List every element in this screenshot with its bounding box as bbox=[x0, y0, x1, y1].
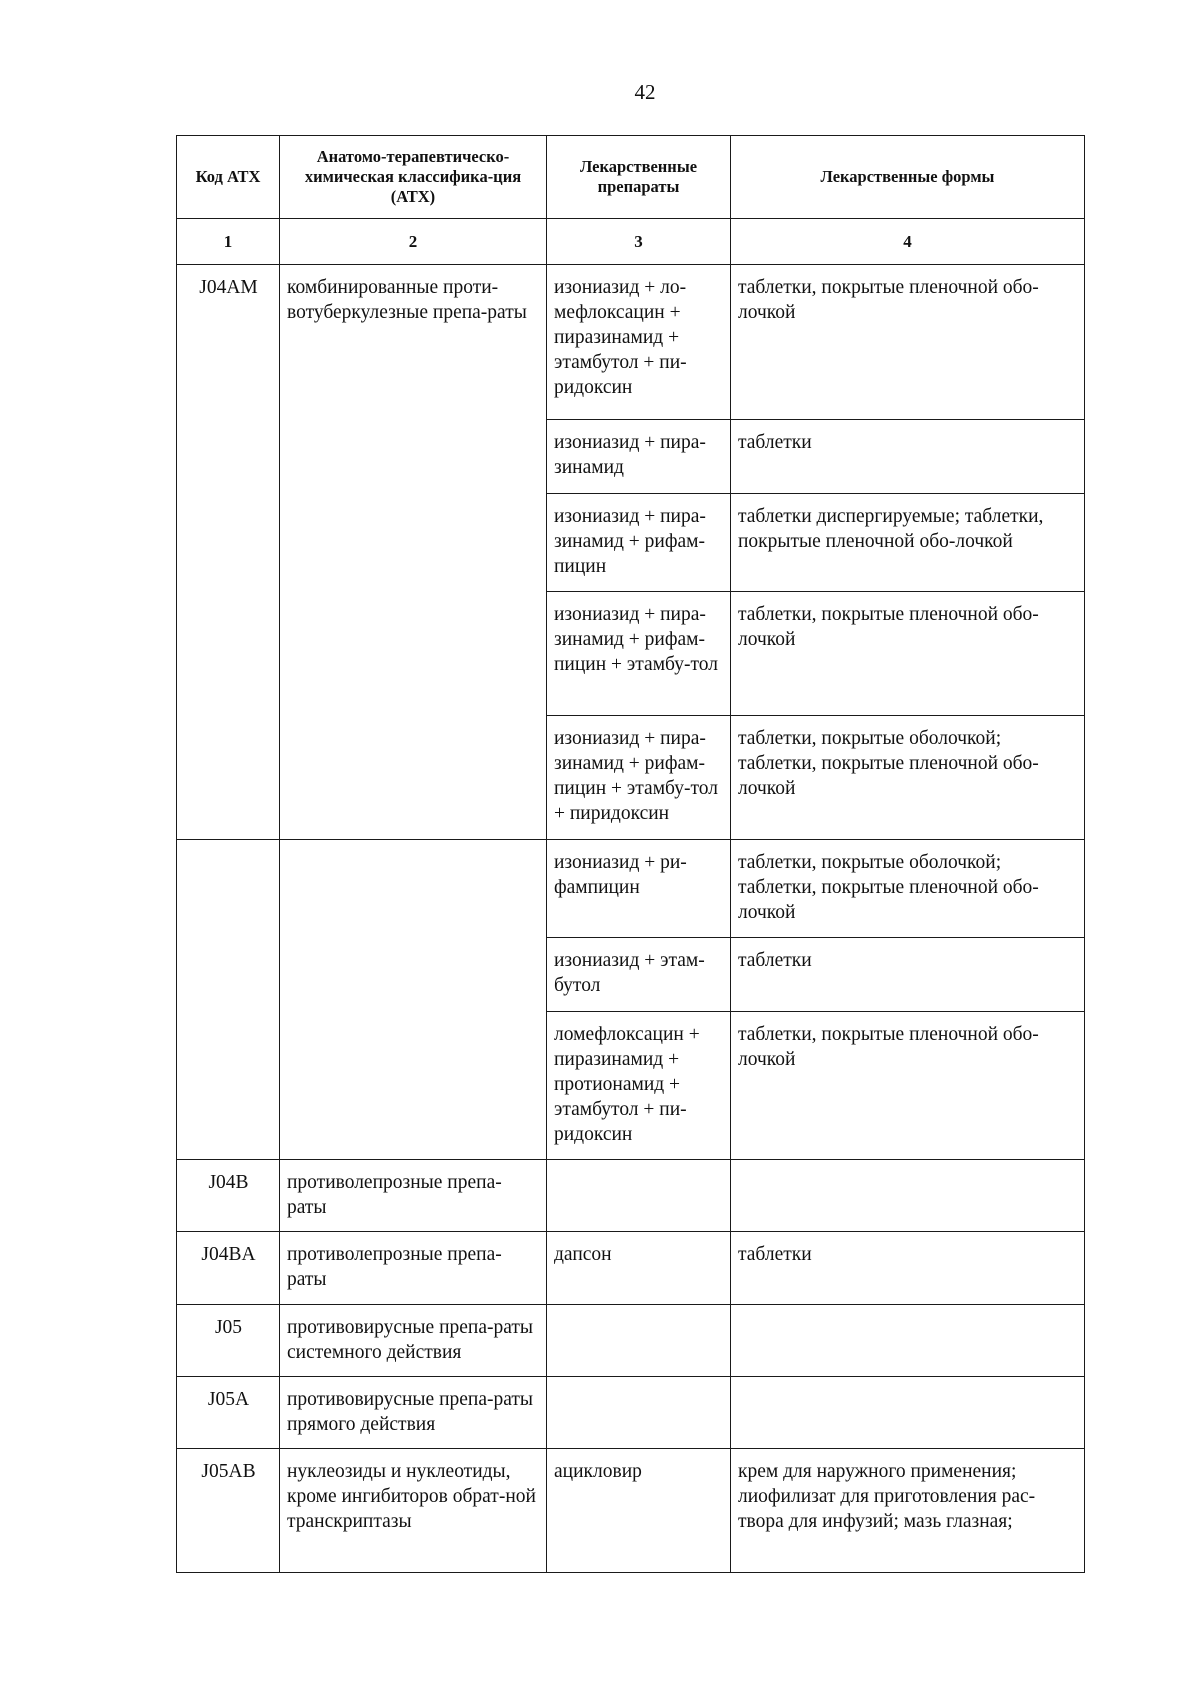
drug-cell: ацикловир bbox=[547, 1449, 731, 1573]
drug-cell bbox=[547, 1377, 731, 1449]
table-row bbox=[177, 1232, 1085, 1305]
atx-code-cell: J05A bbox=[177, 1377, 280, 1449]
classification-cell: противолепрозные препа-раты bbox=[280, 1160, 547, 1232]
atx-code-cell: J05AB bbox=[177, 1449, 280, 1573]
column-number: 4 bbox=[731, 219, 1085, 265]
forms-cell: таблетки, покрытые оболочкой; таблетки, покрытые пленочной обо-лочкой bbox=[731, 840, 1085, 938]
header-classification-text: Анатомо-терапевтическо-химическая классифика-ция (АТХ) bbox=[304, 147, 522, 206]
drug-cell: изониазид + пира-зинамид + рифам-пицин + этамбу-тол bbox=[547, 592, 731, 716]
table-row bbox=[177, 1377, 1085, 1449]
atx-code-cell bbox=[177, 840, 280, 1160]
atx-code-cell: J04AM bbox=[177, 265, 280, 840]
atx-table bbox=[176, 135, 1085, 1573]
forms-cell: крем для наружного применения; лиофилизат для приготовления рас-твора для инфузий; мазь глазная; bbox=[731, 1449, 1085, 1573]
header-classification bbox=[280, 136, 547, 219]
page-number: 42 bbox=[634, 80, 656, 104]
drug-cell: изониазид + пира-зинамид bbox=[547, 420, 731, 494]
header-forms: Лекарственные формы bbox=[731, 136, 1085, 219]
forms-cell: таблетки, покрытые пленочной обо-лочкой bbox=[731, 1012, 1085, 1160]
table-row bbox=[177, 1449, 1085, 1573]
drug-cell: изониазид + пира-зинамид + рифам-пицин bbox=[547, 494, 731, 592]
classification-cell: противовирусные препа-раты системного действия bbox=[280, 1305, 547, 1377]
classification-cell bbox=[280, 840, 547, 1160]
forms-cell bbox=[731, 1160, 1085, 1232]
column-number: 2 bbox=[280, 219, 547, 265]
table-row bbox=[177, 265, 1085, 420]
column-number-row bbox=[177, 219, 1085, 265]
drug-cell: дапсон bbox=[547, 1232, 731, 1305]
drug-cell: изониазид + пира-зинамид + рифам-пицин + этамбу-тол + пиридоксин bbox=[547, 716, 731, 840]
forms-cell: таблетки, покрытые оболочкой; таблетки, покрытые пленочной обо-лочкой bbox=[731, 716, 1085, 840]
atx-code-cell: J04BA bbox=[177, 1232, 280, 1305]
forms-cell: таблетки bbox=[731, 1232, 1085, 1305]
drug-cell: изониазид + этам-бутол bbox=[547, 938, 731, 1012]
forms-cell: таблетки bbox=[731, 420, 1085, 494]
atx-code-cell: J04B bbox=[177, 1160, 280, 1232]
header-drugs: Лекарственные препараты bbox=[547, 136, 731, 219]
forms-cell bbox=[731, 1377, 1085, 1449]
table-row bbox=[177, 1305, 1085, 1377]
table-row bbox=[177, 840, 1085, 938]
forms-cell: таблетки, покрытые пленочной обо-лочкой bbox=[731, 592, 1085, 716]
table-row bbox=[177, 1160, 1085, 1232]
drug-cell: ломефлоксацин + пиразинамид + протионамид + этамбутол + пи-ридоксин bbox=[547, 1012, 731, 1160]
classification-cell: нуклеозиды и нуклеотиды, кроме ингибиторов обрат-ной транскриптазы bbox=[280, 1449, 547, 1573]
classification-cell: противолепрозные препа-раты bbox=[280, 1232, 547, 1305]
header-code: Код АТХ bbox=[177, 136, 280, 219]
drug-cell: изониазид + ло-мефлоксацин + пиразинамид + этамбутол + пи-ридоксин bbox=[547, 265, 731, 420]
forms-cell bbox=[731, 1305, 1085, 1377]
forms-cell: таблетки bbox=[731, 938, 1085, 1012]
column-number: 1 bbox=[177, 219, 280, 265]
forms-cell: таблетки, покрытые пленочной обо-лочкой bbox=[731, 265, 1085, 420]
header-row bbox=[177, 136, 1085, 219]
drug-cell: изониазид + ри-фампицин bbox=[547, 840, 731, 938]
column-number: 3 bbox=[547, 219, 731, 265]
forms-cell: таблетки диспергируемые; таблетки, покрытые пленочной обо-лочкой bbox=[731, 494, 1085, 592]
drug-cell bbox=[547, 1160, 731, 1232]
classification-cell: противовирусные препа-раты прямого действия bbox=[280, 1377, 547, 1449]
classification-cell: комбинированные проти-вотуберкулезные препа-раты bbox=[280, 265, 547, 840]
atx-code-cell: J05 bbox=[177, 1305, 280, 1377]
drug-cell bbox=[547, 1305, 731, 1377]
